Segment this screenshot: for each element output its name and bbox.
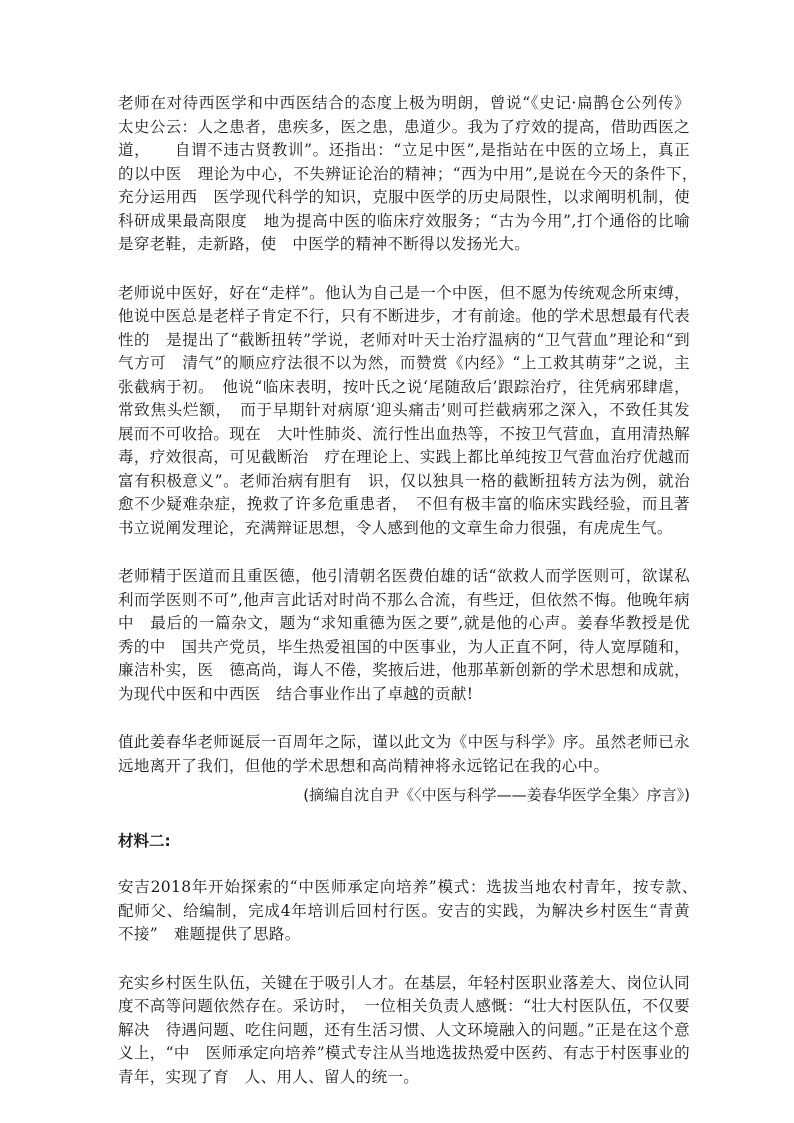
paragraph-zouyang: 老师说中医好，好在“走样”。他认为自己是一个中医，但不愿为传统观念所束缚，他说中医总是老样子肯定不行，只有不断进步，才有前途。他的学术思想最有代表性的 是提出了“截断扭转”学说，老师对叶天士治疗温病的“卫气营血”理论和“到气方可 清气”的顺应疗法很不以为然，而赞赏《内经》“上工救其萌芽”之说，主张截病于初。 他说“临床表明，按叶氏之说‘尾随敌后’跟踪治疗，往凭病邪肆虐，常致焦头烂额， 而于早期针对病原‘迎头痛击’则可拦截病邪之深入，不致任其发展而不可收拾。现在 大叶性肺炎、流行性出血热等，不按卫气营血，直用清热解毒，疗效很高，可见截断治 疗在理论上、实践上都比单纯按卫气营血治疗优越而富有积极意义”。老师治病有胆有 识，仅以独具一格的截断扭转方法为例，就治愈不少疑难杂症，挽救了许多危重患者， 不但有极丰富的临床实践经验，而且著书立说阐发理论，充满辩证思想，令人感到他的文章生命力很强，有虎虎生气。: [118, 283, 690, 537]
source-citation: (摘编自沈自尹《〈中医与科学——姜春华医学全集〉序言》): [303, 786, 690, 804]
material-two-heading: 材料二:: [118, 832, 171, 850]
paragraph-integration-attitude: 老师在对待西医学和中西医结合的态度上极为明朗，曾说“《史记·扁鹊仓公列传》太史公云：人之患者，患疾多，医之患，患道少。我为了疗效的提高，借助西医之道， 自谓不违古贤教训”。还指出：“立足中医”,是指站在中医的立场上，真正的以中医 理论为中心，不失辨证论治的精神；“西为中用”,是说在今天的条件下， 充分运用西 医学现代科学的知识，克服中医学的历史局限性，以求阐明机制，使科研成果最高限度 地为提高中医的临床疗效服务；“古为今用”,打个通俗的比喻是穿老鞋，走新路，使 中医学的精神不断得以发扬光大。: [118, 94, 706, 253]
paragraph-medical-ethics: 老师精于医道而且重医德，他引清朝名医费伯雄的话“欲救人而学医则可，欲谋私 利而学医则不可”,他声言此话对时尚不那么合流，有些迂，但依然不悔。他晚年病中 最后的一篇杂文，题为“求知重德为医之要”,就是他的心声。姜春华教授是优秀的中 国共产党员，毕生热爱祖国的中医事业，为人正直不阿，待人宽厚随和，廉洁朴实，医 德高尚，诲人不倦，奖掖后进，他那革新创新的学术思想和成就，为现代中医和中西医 结合事业作出了卓越的贡献!: [118, 567, 706, 703]
paragraph-village-doctors: 充实乡村医生队伍，关键在于吸引人才。在基层，年轻村医职业落差大、岗位认同 度不高等问题依然存在。采访时， 一位相关负责人感慨：“壮大村医队伍，不仅要解决 待遇问题、吃住问题，还有生活习惯、人文环境融入的问题。”正是在这个意义上，“中 医师承定向培养”模式专注从当地选拔热爱中医药、有志于村医事业的青年，实现了育 人、用人、留人的统一。: [118, 973, 706, 1086]
document-page: [118, 92, 706, 1089]
paragraph-anji-model: 安吉2018年开始探索的“中医师承定向培养”模式：选拔当地农村青年，按专款、 配师父、给编制，完成4年培训后回村行医。安吉的实践，为解决乡村医生“青黄不接” 难题提供了思路。: [118, 878, 706, 943]
paragraph-centenary: 值此姜春华老师诞辰一百周年之际，谨以此文为《中医与科学》序。虽然老师已永 远地离开了我们，但他的学术思想和高尚精神将永远铭记在我的心中。: [118, 733, 706, 775]
